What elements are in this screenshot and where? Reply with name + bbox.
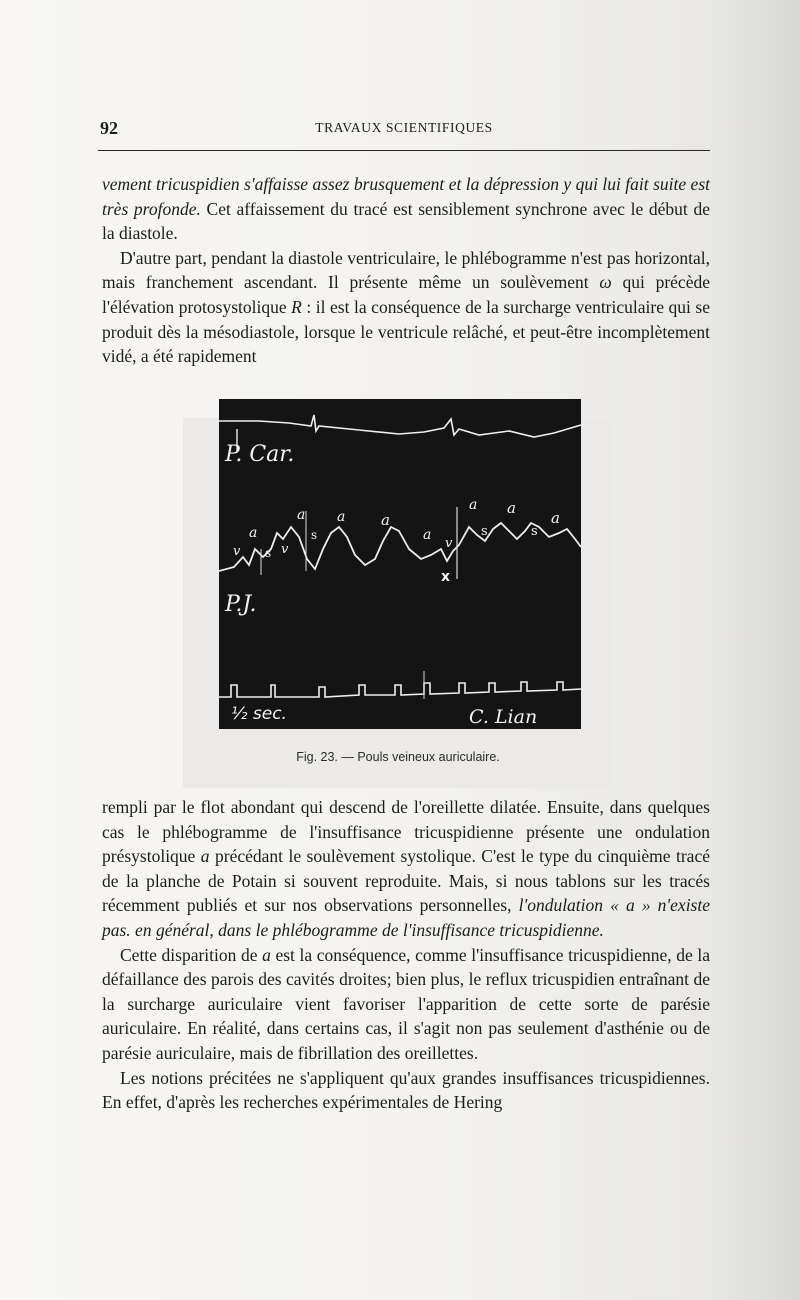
paragraph-3: rempli par le flot abondant qui descend de l'oreillette dilatée. Ensuite, dans quelques cas le phlébogramme de l'insuffisance tricuspidienne présente une ondulation présystolique a précédant le soulèvement systolique. C'est le type du cinquième tracé de la planche de Potain si souvent reproduite. Mais, si nous tablons sur les tracés récemment publiés et sur nos observations personnelles, l'ondulation « a » n'existe pas. en général, dans le phlébogramme de l'insuffisance tricuspidienne. xyxy=(102,797,710,940)
wave-label-s: s xyxy=(265,546,272,560)
top-text-block xyxy=(102,172,710,369)
italic-phrase: vement tricuspidien s'affaisse assez brusquement et la dépression y qui lui fait suite est très profonde. xyxy=(102,174,710,219)
figure-caption: Fig. 23. — Pouls veineux auriculaire. xyxy=(296,750,500,764)
pj-label: P.J. xyxy=(225,592,257,617)
header-rule xyxy=(98,150,710,151)
wave-label-a: a xyxy=(337,509,346,525)
wave-label-a: a xyxy=(249,525,258,541)
wave-label-a: a xyxy=(381,511,390,529)
pulse-tracing-figure xyxy=(219,399,581,729)
wave-label-s: s xyxy=(311,528,318,542)
wave-label-a: a xyxy=(469,497,478,513)
page-header xyxy=(100,118,708,140)
p-car-label: P. Car. xyxy=(225,442,295,467)
paragraph-1: vement tricuspidien s'affaisse assez brusquement et la dépression y qui lui fait suite est très profonde. Cet affaissement du tracé est sensiblement synchrone avec le début de la diastole. xyxy=(102,174,710,244)
wave-label-a: a xyxy=(297,507,306,523)
paragraph-2: D'autre part, pendant la diastole ventriculaire, le phlébogramme n'est pas horizontal, mais franchement ascendant. Il présente même un soulèvement ω qui précède l'élévation protosystolique R : il est la conséquence de la surcharge ventriculaire qui se produit dès la mésodiastole, lorsque le ventricule relâché, et peut-être incomplètement vidé, a été rapidement xyxy=(102,247,710,367)
running-title: TRAVAUX SCIENTIFIQUES xyxy=(315,120,493,135)
page-number: 92 xyxy=(100,118,118,138)
pulse-tracing-svg xyxy=(219,399,581,729)
x-mark-label: x xyxy=(441,569,451,585)
wave-label-a: a xyxy=(423,527,432,543)
wave-label-a: a xyxy=(507,499,516,517)
italic-phrase: l'ondulation « a » n'existe pas. en général, dans le phlébogramme de l'insuffisance tricuspidienne. xyxy=(102,895,710,940)
wave-label-s: s xyxy=(481,524,488,539)
paragraph-4: Cette disparition de a est la conséquence, comme l'insuffisance tricuspidienne, de la défaillance des parois des cavités droites; bien plus, le reflux tricuspidien entraînant de la surcharge auriculaire vient favoriser l'apparition de cette sorte de parésie auriculaire. En réalité, dans certains cas, il s'agit non pas seulement d'asthénie ou de parésie auriculaire, mais de fibrillation des oreillettes. xyxy=(102,944,710,1063)
wave-label-s: s xyxy=(531,524,538,539)
paragraph-5: Les notions précitées ne s'appliquent qu'aux grandes insuffisances tricuspidiennes. En effet, d'après les recherches expérimentales de Hering xyxy=(102,1067,710,1113)
wave-label-v: v xyxy=(233,544,241,559)
bottom-text-block xyxy=(102,795,710,1115)
wave-label-v: v xyxy=(445,536,453,551)
wave-label-a: a xyxy=(551,509,560,527)
wave-label-v: v xyxy=(281,542,289,557)
half-sec-label: ½ sec. xyxy=(231,704,287,724)
author-label: C. Lian xyxy=(469,706,538,728)
